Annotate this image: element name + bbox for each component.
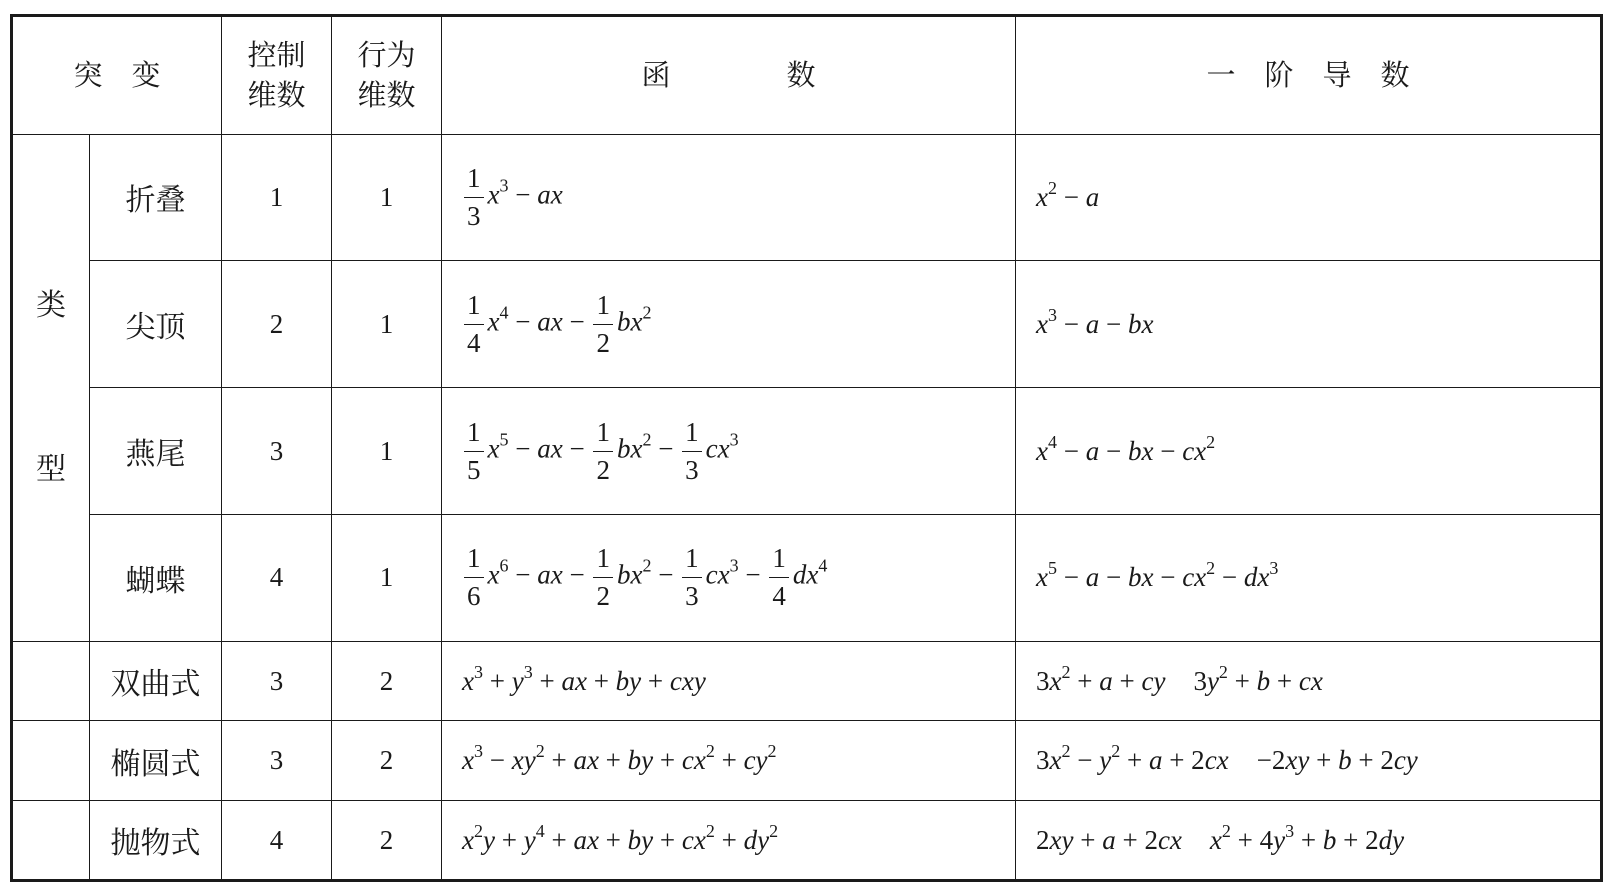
table-row [12, 721, 1602, 801]
row-behavior-dims: 2 [332, 801, 442, 881]
group-empty-cell [12, 801, 90, 881]
row-derivative: $3x^2 - y^2 + a + 2cx -2xy + b + 2cy$ [1016, 721, 1602, 801]
header-function: 函 数 [442, 16, 1016, 135]
header-control-dimensions: 控制 维数 [222, 16, 332, 135]
group-label-type: 类 型 [12, 134, 90, 641]
row-name: 折叠 [90, 134, 222, 261]
table-row [12, 641, 1602, 721]
row-control-dims: 3 [222, 721, 332, 801]
row-name: 蝴蝶 [90, 514, 222, 641]
table-row [12, 134, 1602, 261]
row-behavior-dims: 1 [332, 514, 442, 641]
row-name: 双曲式 [90, 641, 222, 721]
row-control-dims: 3 [222, 641, 332, 721]
table-row [12, 261, 1602, 388]
row-behavior-dims: 1 [332, 134, 442, 261]
row-behavior-dims: 2 [332, 721, 442, 801]
row-name: 尖顶 [90, 261, 222, 388]
row-behavior-dims: 1 [332, 388, 442, 515]
row-derivative: $x^5 - a$ − bx − $cx^2 - dx^3$ [1016, 514, 1602, 641]
table-row [12, 514, 1602, 641]
catastrophe-table [10, 14, 1603, 882]
row-derivative: $x^2 - a$ [1016, 134, 1602, 261]
group-empty-cell [12, 641, 90, 721]
row-behavior-dims: 2 [332, 641, 442, 721]
header-row [12, 16, 1602, 135]
header-first-derivative: 一 阶 导 数 [1016, 16, 1602, 135]
row-function: $x^3 - xy^2$ + ax + by + $cx^2 + cy^2$ [442, 721, 1016, 801]
row-behavior-dims: 1 [332, 261, 442, 388]
table-row [12, 801, 1602, 881]
row-derivative: $x^3 - a$ − bx [1016, 261, 1602, 388]
row-control-dims: 3 [222, 388, 332, 515]
row-name: 椭圆式 [90, 721, 222, 801]
row-derivative: $3x^2 + a$ + cy $3y^2 + b$ + cx [1016, 641, 1602, 721]
row-control-dims: 1 [222, 134, 332, 261]
header-catastrophe: 突 变 [12, 16, 222, 135]
row-name: 抛物式 [90, 801, 222, 881]
row-function: $x^3 + y^3$ + ax + by + cxy [442, 641, 1016, 721]
row-name: 燕尾 [90, 388, 222, 515]
row-derivative: $x^4 - a$ − bx − $cx^2$ [1016, 388, 1602, 515]
row-function: $\frac{1}{3}$ $x^3$ − ax [442, 134, 1016, 261]
header-behavior-dimensions: 行为 维数 [332, 16, 442, 135]
row-control-dims: 4 [222, 514, 332, 641]
row-function: $x^2y + y^4$ + ax + by + $cx^2 + dy^2$ [442, 801, 1016, 881]
row-function: $\frac{1}{5}$ $x^5$ − ax − $\frac{1}{2}$ $bx^2$ − $\frac{1}{3}$ $cx^3$ [442, 388, 1016, 515]
group-empty-cell [12, 721, 90, 801]
row-derivative: 2xy + a + 2cx $x^2 + 4y^3 + b + 2dy$ [1016, 801, 1602, 881]
table-row [12, 388, 1602, 515]
row-function: $\frac{1}{4}$ $x^4$ − ax − $\frac{1}{2}$ $bx^2$ [442, 261, 1016, 388]
row-control-dims: 2 [222, 261, 332, 388]
row-function: $\frac{1}{6}$ $x^6$ − ax − $\frac{1}{2}$ $bx^2$ − $\frac{1}{3}$ $cx^3$ − $\frac{1}{4}$ $dx^4$ [442, 514, 1016, 641]
row-control-dims: 4 [222, 801, 332, 881]
